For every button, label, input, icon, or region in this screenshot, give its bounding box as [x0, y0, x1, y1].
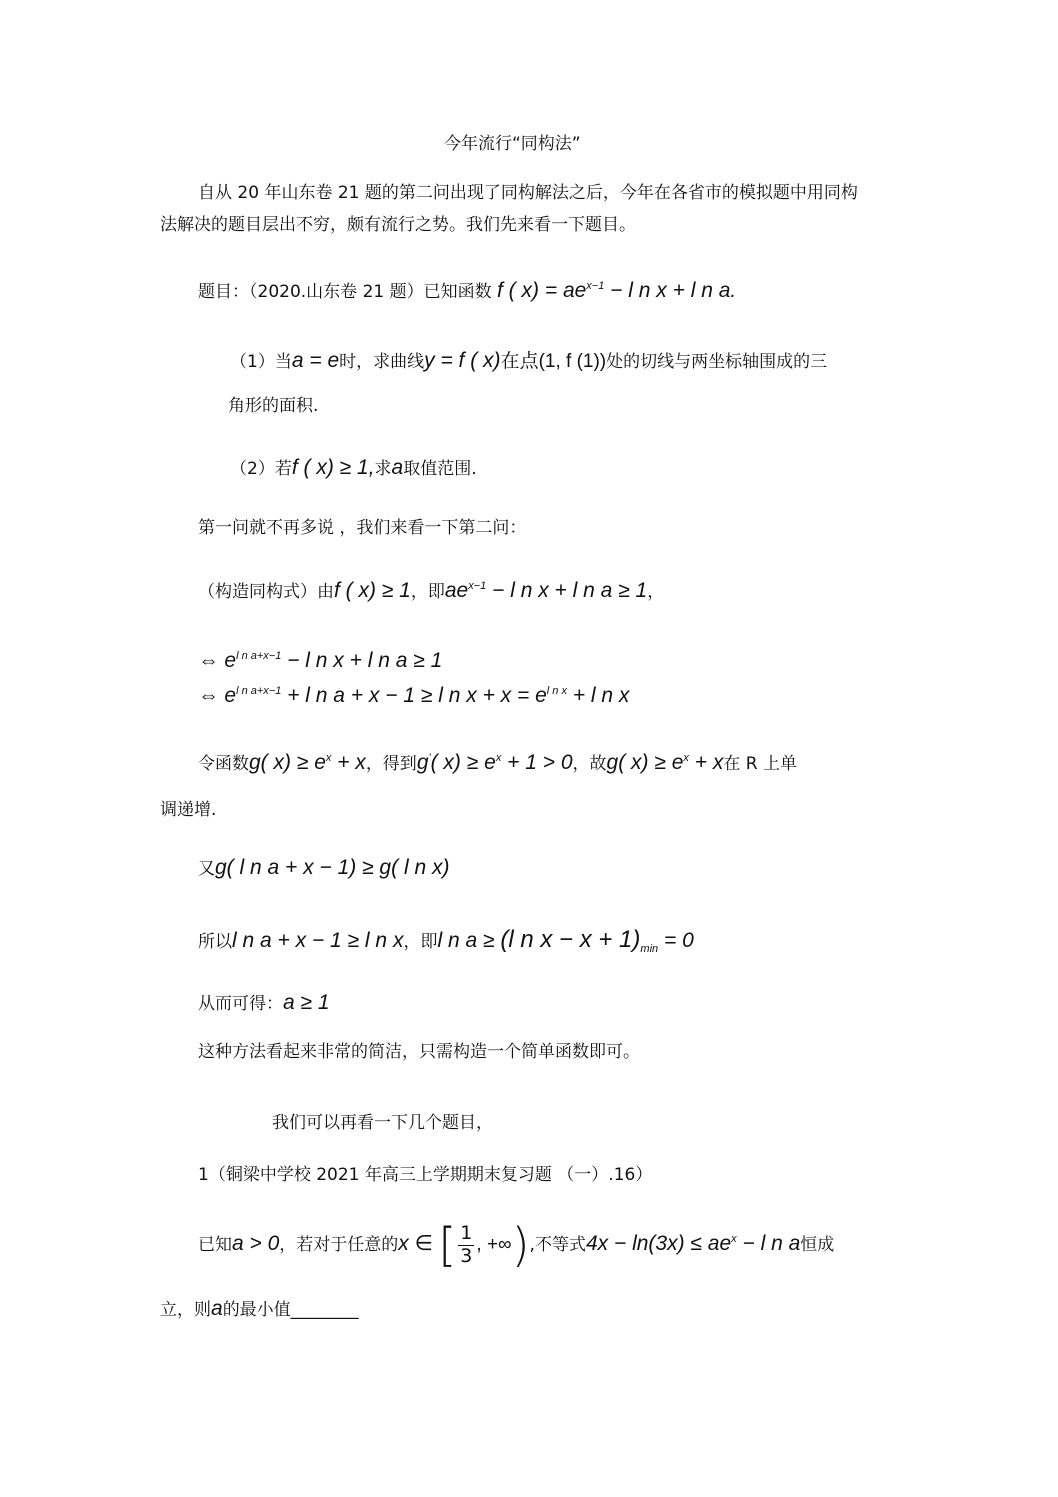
equivalence-line-1: ⇔ $e^{l n a+x-1} - l$ n x + l n a ≥ 1	[198, 649, 443, 672]
equivalence-line-2: ⇔ $e^{l n a+x-1} + l$ n a + x − 1 ≥ l n $x + x = e^{l n x} + l$ n x	[198, 684, 630, 707]
function-line-2: 调递增.	[160, 800, 217, 820]
intro-line-2: 法解决的题目层出不穷，颇有流行之势。我们先来看一下题目。	[160, 215, 636, 235]
method-note: 这种方法看起来非常的简洁，只需构造一个简单函数即可。	[198, 1042, 640, 1062]
result-line: 从而可得：a ≥ 1	[198, 991, 330, 1014]
example-1-line-1: 已知a > 0，若对于任意的x ∈ [ $\frac{1}{3}$ , +∞),不等式$4x - \ln(3x) \le ae^x - l$ n a恒成	[198, 1218, 835, 1272]
part-2: （2）若f ( x) ≥ 1,求a取值范围.	[230, 456, 477, 479]
so-line: 所以l n a + x − 1 ≥ l n x，即l n a ≥ (l n $x - x + 1)_{min} = 0$	[198, 926, 694, 956]
problem-label: 题目：（2020.山东卷 21 题）已知函数	[198, 282, 492, 302]
function-line-1: 令函数g( $x) \ge e^x + x$，得到g'( $x) \ge e^x + 1 > 0$，故g( $x) \ge e^x + x$在 R 上单	[198, 751, 797, 774]
first-question-note: 第一问就不再多说 ，我们来看一下第二问：	[198, 518, 527, 538]
part-1-line-2: 角形的面积.	[228, 396, 319, 416]
example-1-line-2: 立，则a的最小值________	[160, 1297, 359, 1320]
fraction-one-third: $\frac{1}{3}$	[460, 1221, 473, 1267]
construct-line: （构造同构式）由f ( x) ≥ 1，即$ae^{x-1} - l$ n x + l n a ≥ 1，	[198, 579, 665, 602]
also-line: 又g( l n a + x − 1) ≥ g( l n x)	[198, 856, 450, 879]
page-title: 今年流行“同构法”	[444, 134, 581, 154]
problem-statement	[198, 278, 736, 303]
example-1-header: 1（铜梁中学校 2021 年高三上学期期末复习题 （一）.16）	[198, 1165, 653, 1185]
part-1-line-1: （1）当a = e时，求曲线y = f ( x)在点(1, f (1))处的切线与两坐标轴围成的三	[230, 349, 828, 372]
problem-formula: f ( $x) = ae^{x-1} - l$ n x + l n a.	[497, 279, 737, 302]
more-note: 我们可以再看一下几个题目，	[272, 1113, 493, 1133]
intro-line-1: 自从 20 年山东卷 21 题的第二问出现了同构解法之后，今年在各省市的模拟题中用同构	[198, 183, 858, 203]
